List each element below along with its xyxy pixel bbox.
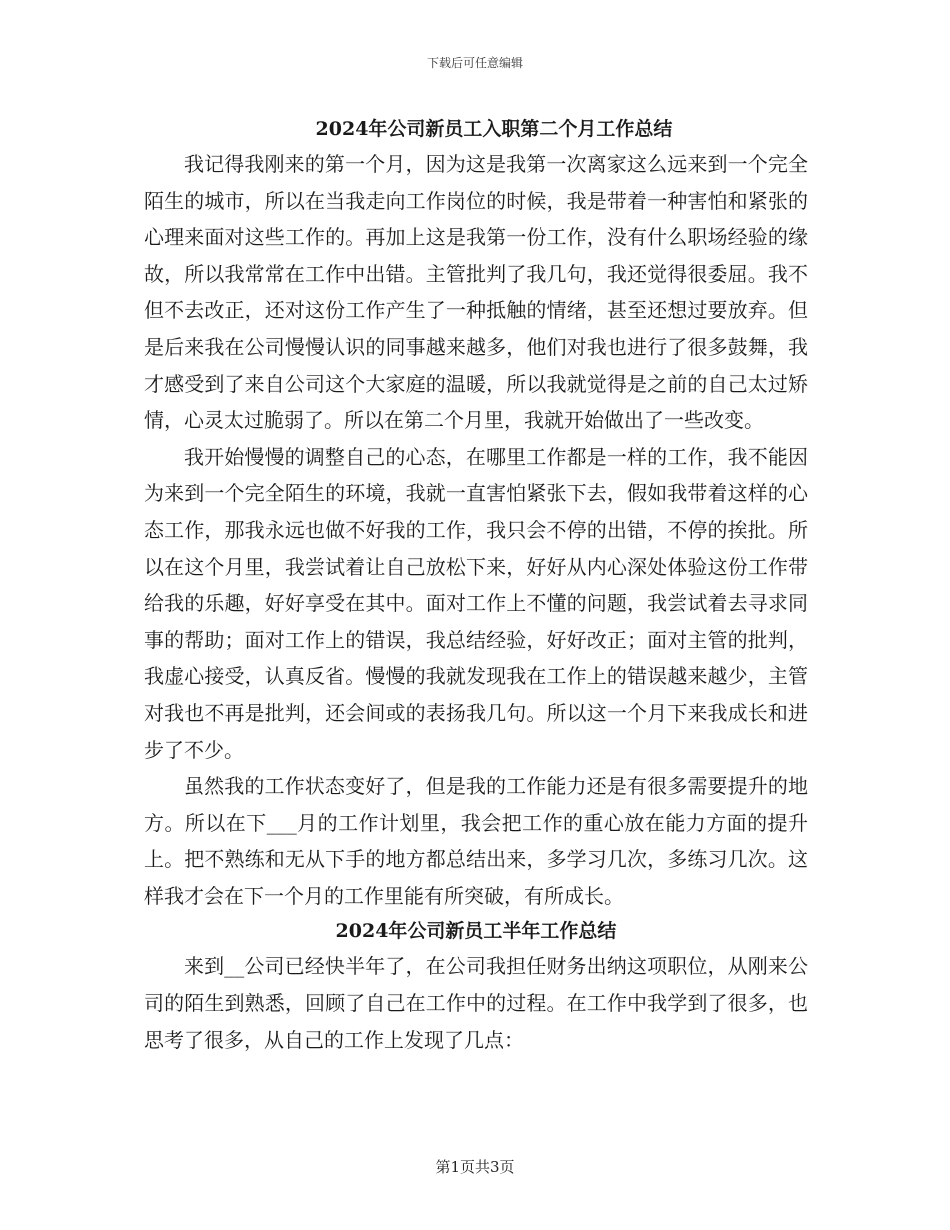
paragraph: 我开始慢慢的调整自己的心态，在哪里工作都是一样的工作，我不能因为来到一个完全陌生的环境，我就一直害怕紧张下去，假如我带着这样的心态工作，那我永远也做不好我的工作，我只会不停的出错，不停的挨批。所以在这个月里，我尝试着让自己放松下来，好好从内心深处体验这份工作带给我的乐趣，好好享受在其中。面对工作上不懂的问题，我尝试着去寻求同事的帮助；面对工作上的错误，我总结经验，好好改正；面对主管的批判，我虚心接受，认真反省。慢慢的我就发现我在工作上的错误越来越少，主管对我也不再是批判，还会间或的表扬我几句。所以这一个月下来我成长和进步了不少。: [144, 444, 808, 762]
document-body: [144, 112, 808, 1058]
section-title-1: 2024年公司新员工入职第二个月工作总结: [315, 118, 673, 140]
paragraph: 我记得我刚来的第一个月，因为这是我第一次离家这么远来到一个完全陌生的城市，所以在当我走向工作岗位的时候，我是带着一种害怕和紧张的心理来面对这些工作的。再加上这是我第一份工作，没有什么职场经验的缘故，所以我常常在工作中出错。主管批判了我几句，我还觉得很委屈。我不但不去改正，还对这份工作产生了一种抵触的情绪，甚至还想过要放弃。但是后来我在公司慢慢认识的同事越来越多，他们对我也进行了很多鼓舞，我才感受到了来自公司这个大家庭的温暖，所以我就觉得是之前的自己太过矫情，心灵太过脆弱了。所以在第二个月里，我就开始做出了一些改变。: [144, 152, 808, 433]
paragraph: 虽然我的工作状态变好了，但是我的工作能力还是有很多需要提升的地方。所以在下___月的工作计划里，我会把工作的重心放在能力方面的提升上。把不熟练和无从下手的地方都总结出来，多学习几次，多练习几次。这样我才会在下一个月的工作里能有所突破，有所成长。: [144, 774, 808, 908]
header-note: 下载后可任意编辑: [426, 56, 523, 70]
page-number: 第1页共3页: [435, 1158, 515, 1176]
paragraph: 来到__公司已经快半年了，在公司我担任财务出纳这项职位，从刚来公司的陌生到熟悉，回顾了自己在工作中的过程。在工作中我学到了很多，也思考了很多，从自己的工作上发现了几点：: [144, 954, 808, 1052]
section-title-2: 2024年公司新员工半年工作总结: [335, 920, 617, 943]
